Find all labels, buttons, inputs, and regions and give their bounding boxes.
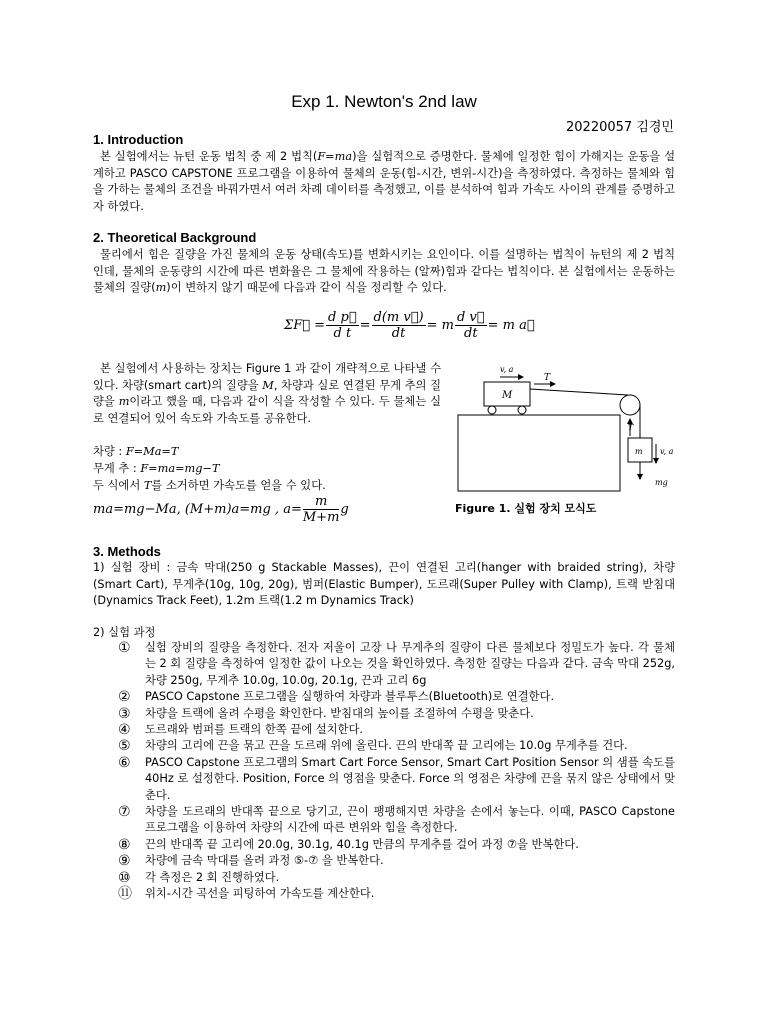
eq1-frac-dv-dt	[455, 310, 487, 341]
step-number: ⑪	[118, 886, 132, 903]
apparatus-text-a: 본 실험에서 사용하는 장치는 Figure 1 과 같이 개략적으로 나타낼 수 있다. 차량(smart cart)의 질량을	[93, 362, 441, 392]
procedure-step	[118, 722, 675, 738]
procedure-steps-list	[118, 640, 675, 903]
eq1-frac1-num: d p⃗	[328, 310, 357, 325]
fig-label-mg: mg	[655, 478, 668, 487]
equation-acceleration	[93, 494, 349, 525]
author-line: 20220057 김경민	[566, 120, 674, 135]
velocity-arrowhead-mass	[653, 458, 659, 464]
step-number: ⑤	[118, 738, 131, 755]
cart-wheel-left	[488, 406, 496, 414]
equipment-paragraph: 1) 실험 장비 : 금속 막대(250 g Stackable Masses), 끈이 연결된 고리(hanger with braided string), 차량(Smart Cart), 무게추(10g, 10g, 20g), 범퍼(Elastic Bumper), 도르래(Super Pulley with Clamp), 트랙 받침대(Dynamics Track Feet), 1.2m 트랙(1.2 m Dynamics Track)	[93, 561, 675, 608]
step-number: ③	[118, 705, 131, 722]
cart-label: 차량 :	[93, 445, 126, 458]
step-number: ④	[118, 722, 131, 739]
apparatus-text-c: 이라고 했을 때, 다음과 같이 식을 작성할 수 있다. 두 물체는 실로 연결되어 있어 속도와 가속도를 공유한다.	[93, 395, 442, 425]
section-heading-introduction: 1. Introduction	[93, 132, 184, 147]
procedure-step	[118, 755, 675, 804]
step-text: 차량의 고리에 끈을 묶고 끈을 도르래 위에 올린다. 끈의 반대쪽 끝 고리에는 10.0g 무게추를 건다.	[145, 739, 628, 753]
eq1-frac2-num: d(m v⃗)	[373, 310, 424, 325]
procedure-heading: 2) 실험 과정	[93, 626, 156, 639]
eq2-num: m	[303, 494, 340, 510]
step-text: 차량에 금속 막대를 올려 과정 ⑤-⑦ 을 반복한다.	[145, 854, 384, 868]
procedure-step	[118, 689, 675, 705]
step-number: ⑦	[118, 804, 131, 821]
fig-label-t-side: T	[628, 423, 634, 432]
theory-paragraph	[93, 247, 675, 297]
weight-label: 무게 추 :	[93, 462, 141, 475]
eq1-frac-dmv-dt	[372, 310, 426, 341]
procedure-step	[118, 738, 675, 754]
step-number: ①	[118, 640, 131, 656]
section-heading-methods: 3. Methods	[93, 544, 161, 559]
procedure-step	[118, 837, 675, 853]
theory-mass-symbol: m	[155, 281, 167, 295]
eq2-den: M+m	[302, 510, 340, 525]
table-block	[458, 415, 620, 491]
step-text: 차량을 도르래의 반대쪽 끝으로 당기고, 끈이 팽팽해지면 차량을 손에서 놓는다. 이때, PASCO Capstone 프로그램을 이용하여 차량의 시간에 따른 변위와 힘을 측정한다.	[145, 805, 675, 835]
apparatus-mass-M: M	[262, 378, 274, 392]
step-text: PASCO Capstone 프로그램의 Smart Cart Force Sensor, Smart Cart Position Sensor 의 샘플 속도를 40Hz 로 설정한다. Position, Force 의 영점을 맞춘다. Force 의 영점은 차량에 끈을 묶지 않은 상태에서 맞춘다.	[145, 755, 675, 802]
step-text: 도르래와 범퍼를 트랙의 한쪽 끝에 설치한다.	[145, 723, 363, 737]
procedure-step	[118, 804, 675, 837]
elim-tension-symbol: T	[143, 479, 152, 492]
step-number: ⑧	[118, 836, 131, 853]
step-number: ⑨	[118, 853, 131, 870]
eq1-frac3-den: dt	[464, 326, 478, 341]
theory-text-after: )이 변하지 않기 때문에 다음과 같이 식을 정리할 수 있다.	[166, 281, 447, 295]
eq1-equals-b: = m	[426, 318, 454, 333]
weight-equation-line	[93, 461, 441, 478]
step-text: 각 측정은 2 회 진행하였다.	[145, 870, 280, 884]
intro-paragraph	[93, 149, 675, 215]
section-heading-theory: 2. Theoretical Background	[93, 230, 257, 245]
step-number: ⑥	[118, 754, 131, 771]
eq1-rhs: = m a⃗	[487, 318, 535, 333]
step-number: ⑩	[118, 869, 131, 886]
tension-arrowhead-cart	[550, 381, 556, 387]
eq1-equals-a: =	[359, 318, 371, 333]
eq1-lhs: ΣF⃗ =	[284, 318, 326, 333]
intro-text-before: 본 실험에서는 뉴턴 운동 법칙 중 제 2 법칙(	[100, 150, 318, 163]
procedure-step	[118, 886, 675, 902]
fig-label-va-top: v, a	[500, 365, 514, 374]
cart-wheel-right	[518, 406, 526, 414]
pulley-wheel	[620, 395, 640, 415]
figure-caption: Figure 1. 실험 장치 모식도	[455, 502, 597, 515]
intro-formula: F=ma	[317, 150, 353, 163]
weight-equation: F=ma=mg−T	[140, 462, 220, 475]
step-text: 차량을 트랙에 올려 수평을 확인한다. 받침대의 높이를 조절하여 수평을 맞춘다.	[145, 706, 534, 720]
apparatus-mass-m: m	[118, 395, 130, 409]
gravity-arrowhead	[637, 474, 643, 480]
cart-equation-line	[93, 444, 441, 461]
eliminate-t-line	[93, 478, 441, 495]
cart-equation: F=Ma=T	[125, 445, 179, 458]
eq1-frac-dp-dt	[326, 310, 359, 341]
velocity-arrowhead-cart	[518, 374, 524, 380]
apparatus-paragraph	[93, 361, 441, 427]
apparatus-text-b: , 차량과 실로 연결된 무게 추의 질량을	[93, 378, 441, 409]
procedure-step	[118, 706, 675, 722]
elim-text-a: 두 식에서	[93, 479, 144, 492]
fig-label-t-top: T	[544, 373, 551, 383]
fig-label-hanging-mass: m	[635, 447, 643, 456]
fig-label-va-side: v, a	[660, 447, 674, 456]
step-number: ②	[118, 689, 131, 706]
procedure-step	[118, 870, 675, 886]
eq2-right: g	[340, 502, 349, 517]
intro-text-after: )을 실험적으로 증명한다. 물체에 일정한 힘이 가해지는 운동을 설계하고 PASCO CAPSTONE 프로그램을 이용하여 물체의 운동(힘-시간, 변위-시간)을 측정하였다. 측정하는 물체와 힘을 가하는 물체의 조건을 바꿔가면서 여러 차례 데이터를 측정했고, 이를 분석하여 힘과 가속도 사이의 관계를 증명하고자 하였다.	[93, 150, 675, 213]
step-text: PASCO Capstone 프로그램을 실행하여 차량과 블루투스(Bluetooth)로 연결한다.	[145, 690, 555, 704]
eq2-fraction	[303, 494, 340, 525]
eq1-frac2-den: dt	[391, 326, 406, 341]
elim-text-b: 를 소거하면 가속도를 얻을 수 있다.	[151, 479, 326, 492]
eq1-frac1-den: d t	[333, 326, 352, 341]
step-text: 위치-시간 곡선을 피팅하여 가속도를 계산한다.	[145, 887, 375, 901]
step-text: 끈의 반대쪽 끝 고리에 20.0g, 30.1g, 40.1g 만큼의 무게추를 걸어 과정 ⑦을 반복한다.	[145, 837, 579, 851]
eq1-frac3-num: d v⃗	[456, 310, 485, 325]
procedure-step	[118, 640, 675, 689]
equation-newton-second-law	[284, 310, 535, 341]
step-text: 실험 장비의 질량을 측정한다. 전자 저울이 고장 나 무게추의 질량이 다른 물체보다 정밀도가 높다. 각 물체는 2 회 질량을 측정하여 일정한 값이 나오는 것을 확인하였다. 측정한 질량는 다음과 같다. 금속 막대 252g, 차량 250g, 무게추 10.0g, 10.0g, 20.1g, 끈과 고리 6g	[145, 641, 675, 687]
figure-apparatus-diagram	[452, 360, 684, 500]
procedure-step	[118, 853, 675, 869]
fig-label-cart-mass: M	[502, 390, 513, 401]
string-horizontal	[530, 389, 628, 395]
document-title: Exp 1. Newton's 2nd law	[291, 92, 477, 111]
eq2-left: ma=mg−Ma, (M+m)a=mg , a=	[93, 502, 302, 517]
theory-text-before: 물리에서 힘은 질량을 가진 물체의 운동 상태(속도)를 변화시키는 요인이다. 이를 설명하는 법칙이 뉴턴의 제 2 법칙인데, 물체의 운동량의 시간에 따른 변화율은 그 물체에 작용하는 (알짜)힘과 같다는 법칙이다. 본 실험에서는 운동하는 물체의 질량(	[93, 248, 675, 295]
